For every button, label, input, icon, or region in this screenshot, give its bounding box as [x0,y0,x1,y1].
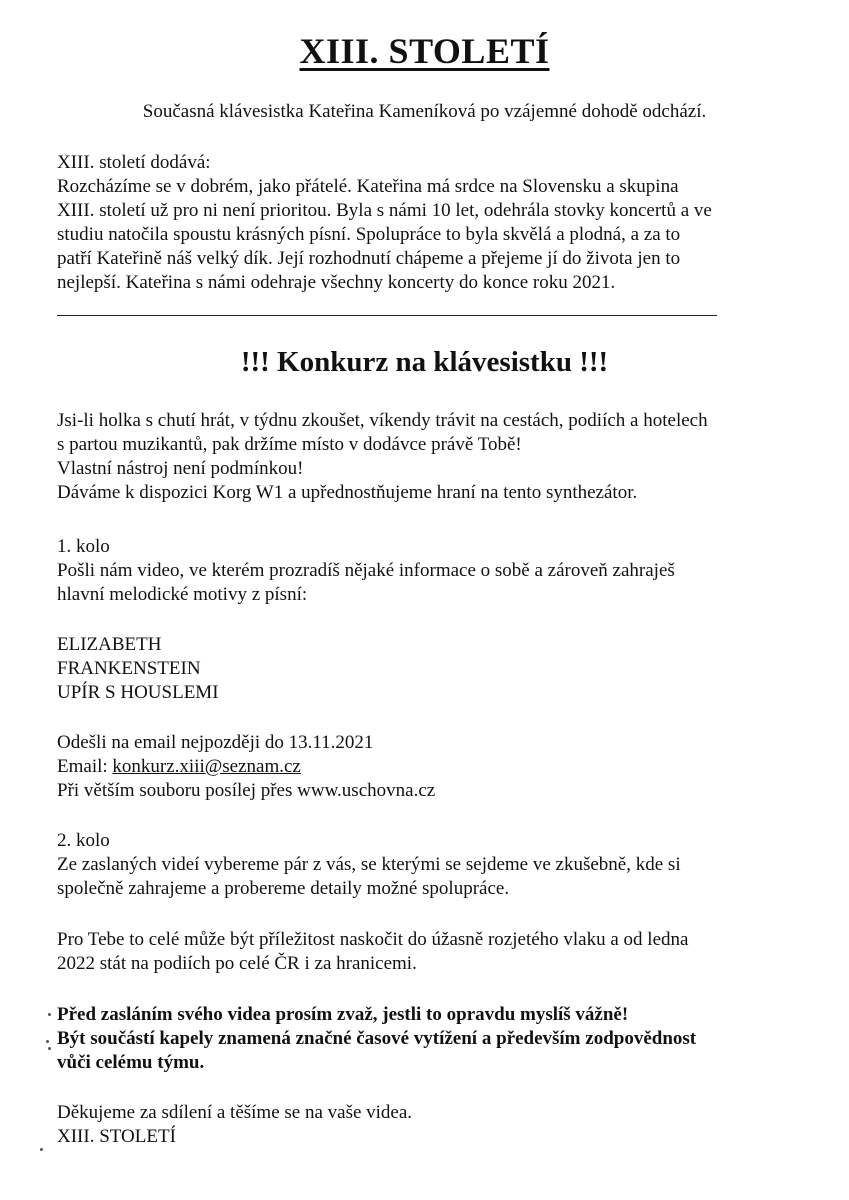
intro-line: s partou muzikantů, pak držíme místo v dodávce právě Tobě! [57,434,522,455]
email-line [57,755,301,779]
round2-label: 2. kolo [57,830,110,851]
scan-speck [48,1047,51,1050]
opportunity-line: Pro Tebe to celé může být příležitost naskočit do úžasně rozjetého vlaku a od ledna [57,929,689,950]
round1-label: 1. kolo [57,536,110,557]
round2-line: společně zahrajeme a probereme detaily možné spolupráce. [57,878,510,899]
warning-line: Být součástí kapely znamená značné časové vytížení a především zodpovědnost [57,1028,697,1049]
intro-line: Dáváme k dispozici Korg W1 a upřednostňujeme hraní na tento synthezátor. [57,482,638,503]
song-item: ELIZABETH [57,634,162,655]
opportunity-line: 2022 stát na podiích po celé ČR i za hranicemi. [57,953,417,974]
statement-line: XIII. století už pro ni není prioritou. Byla s námi 10 let, odehrála stovky koncertů a ve [57,200,712,221]
scan-speck [46,1040,49,1043]
warning-line: vůči celému týmu. [57,1052,205,1073]
email-label: Email: [57,756,113,777]
round2-line: Ze zaslaných videí vybereme pár z vás, se kterými se sejdeme ve zkušebně, kde si [57,854,681,875]
divider [57,315,717,316]
scan-speck [48,1013,51,1016]
song-item: UPÍR S HOUSLEMI [57,682,219,703]
song-item: FRANKENSTEIN [57,658,201,679]
intro-line: Jsi-li holka s chutí hrát, v týdnu zkoušet, víkendy trávit na cestách, podiích a hotelech [57,410,708,431]
email-link[interactable]: konkurz.xiii@seznam.cz [112,756,301,777]
intro-line: Vlastní nástroj není podmínkou! [57,458,304,479]
deadline-text: Odešli na email nejpozději do 13.11.2021 [57,732,374,753]
statement-line: patří Kateřině náš velký dík. Její rozhodnutí chápeme a přejeme jí do života jen to [57,248,681,269]
large-files-note: Při větším souboru posílej přes www.uschovna.cz [57,780,436,801]
round1-line: Pošli nám video, ve kterém prozradíš nějaké informace o sobě a zároveň zahraješ [57,560,675,581]
audition-heading: !!! Konkurz na klávesistku !!! [240,346,609,378]
warning-line: Před zasláním svého videa prosím zvaž, jestli to opravdu myslíš vážně! [57,1004,629,1025]
signature: XIII. STOLETÍ [57,1126,176,1147]
closing-text: Děkujeme za sdílení a těšíme se na vaše videa. [57,1102,413,1123]
round1-line: hlavní melodické motivy z písní: [57,584,308,605]
statement-line: Rozcházíme se v dobrém, jako přátelé. Kateřina má srdce na Slovensku a skupina [57,176,679,197]
announcement: Současná klávesistka Kateřina Kameníková po vzájemné dohodě odchází. [142,101,707,122]
statement-line: XIII. století dodává: [57,152,211,173]
statement-line: studiu natočila spoustu krásných písní. Spolupráce to byla skvělá a plodná, a za to [57,224,681,245]
statement-line: nejlepší. Kateřina s námi odehraje všechny koncerty do konce roku 2021. [57,272,616,293]
scan-speck [40,1148,43,1151]
document-title: XIII. STOLETÍ [299,31,550,71]
